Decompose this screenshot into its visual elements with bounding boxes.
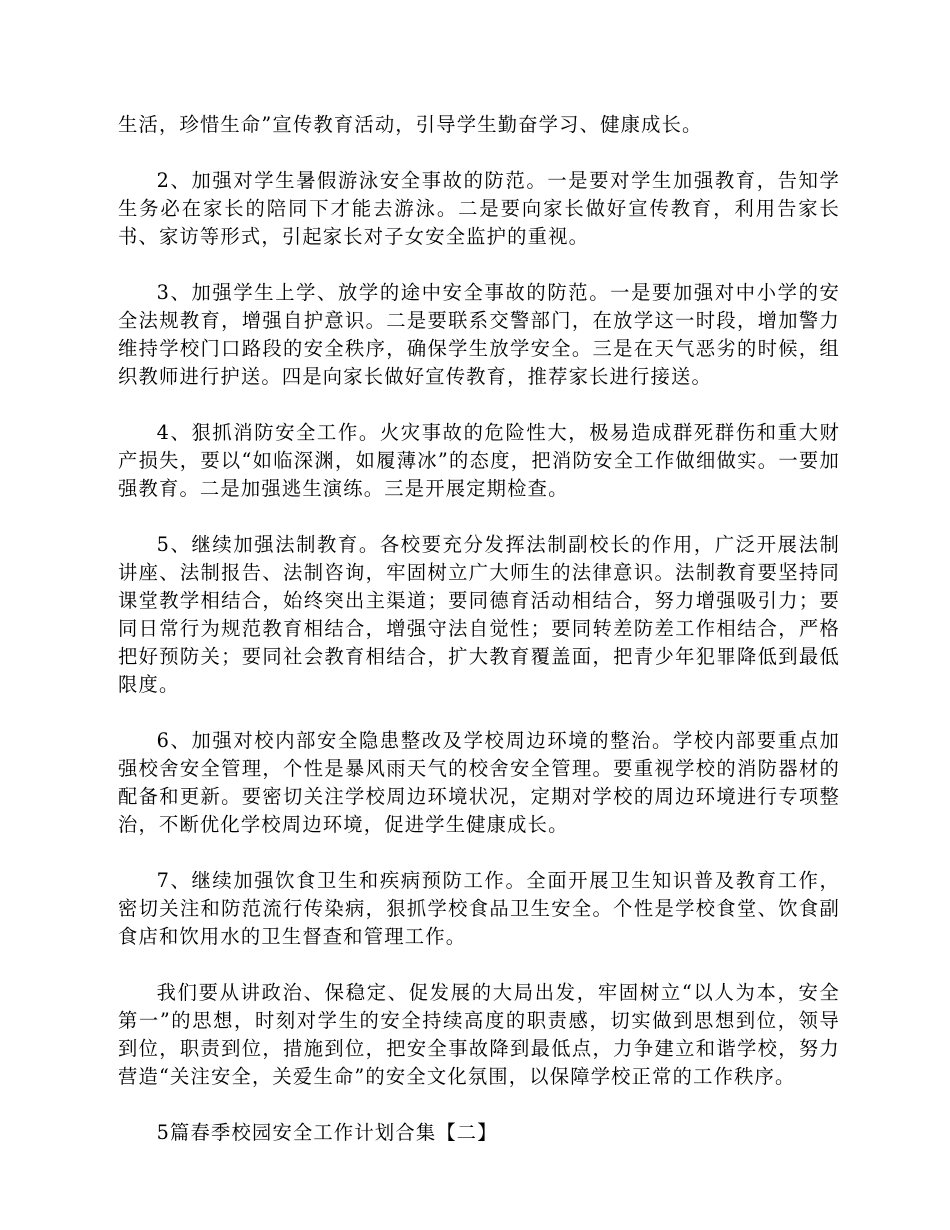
paragraph-item-4: 4、狠抓消防安全工作。火灾事故的危险性大，极易造成群死群伤和重大财产损失，要以“如临深渊，如履薄冰”的态度，把消防安全工作做细做实。一要加强教育。二是加强逃生演练。三是开展定期检查。 [118,421,840,500]
paragraph-item-2: 2、加强对学生暑假游泳安全事故的防范。一是要对学生加强教育，告知学生务必在家长的陪同下才能去游泳。二是要向家长做好宣传教育，利用告家长书、家访等形式，引起家长对子女安全监护的重视。 [118,169,840,248]
paragraph-continuation: 生活，珍惜生命”宣传教育活动，引导学生勤奋学习、健康成长。 [118,113,703,136]
paragraph-item-3: 3、加强学生上学、放学的途中安全事故的防范。一是要加强对中小学的安全法规教育，增强自护意识。二是要联系交警部门，在放学这一时段，增加警力维持学校门口路段的安全秩序，确保学生放学安全。三是在天气恶劣的时候，组织教师进行护送。四是向家长做好宣传教育，推荐家长进行接送。 [118,281,840,388]
paragraph-item-5: 5、继续加强法制教育。各校要充分发挥法制副校长的作用，广泛开展法制讲座、法制报告、法制咨询，牢固树立广大师生的法律意识。法制教育要坚持同课堂教学相结合，始终突出主渠道；要同德育活动相结合，努力增强吸引力；要同日常行为规范教育相结合，增强守法自觉性；要同转差防差工作相结合，严格把好预防关；要同社会教育相结合，扩大教育覆盖面，把青少年犯罪降低到最低限度。 [118,533,840,696]
paragraph-item-7: 7、继续加强饮食卫生和疾病预防工作。全面开展卫生知识普及教育工作，密切关注和防范流行传染病，狠抓学校食品卫生安全。个性是学校食堂、饮食副食店和饮用水的卫生督查和管理工作。 [118,869,840,948]
paragraph-item-6: 6、加强对校内部安全隐患整改及学校周边环境的整治。学校内部要重点加强校舍安全管理，个性是暴风雨天气的校舍安全管理。要重视学校的消防器材的配备和更新。要密切关注学校周边环境状况，定期对学校的周边环境进行专项整治，不断优化学校周边环境，促进学生健康成长。 [118,729,840,836]
section-heading: 5篇春季校园安全工作计划合集【二】 [156,1121,498,1144]
paragraph-conclusion: 我们要从讲政治、保稳定、促发展的大局出发，牢固树立“以人为本，安全第一”的思想，时刻对学生的安全持续高度的职责感，切实做到思想到位，领导到位，职责到位，措施到位，把安全事故降到最低点，力争建立和谐学校，努力营造“关注安全，关爱生命”的安全文化氛围，以保障学校正常的工作秩序。 [118,981,840,1088]
